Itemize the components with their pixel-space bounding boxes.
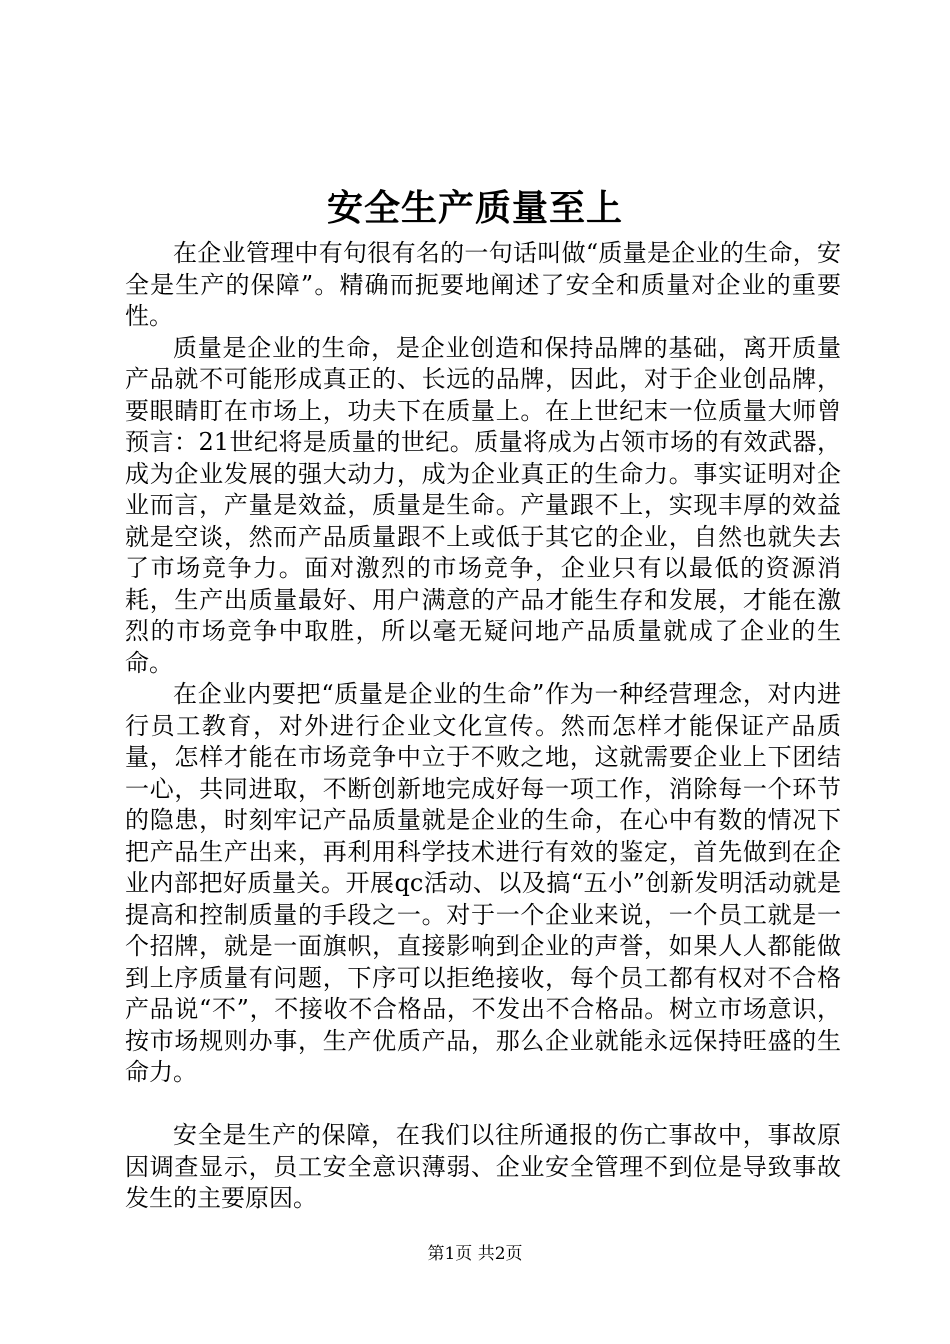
document-title: 安全生产质量至上	[326, 187, 623, 229]
paragraph: 在企业管理中有句很有名的一句话叫做“质量是企业的生命，安全是生产的保障”。精确而扼要地阐述了安全和质量对企业的重要性。	[125, 239, 841, 330]
paragraph: 质量是企业的生命，是企业创造和保持品牌的基础，离开质量产品就不可能形成真正的、长远的品牌，因此，对于企业创品牌，要眼睛盯在市场上，功夫下在质量上。在上世纪末一位质量大师曾预言：21世纪将是质量的世纪。质量将成为占领市场的有效武器，成为企业发展的强大动力，成为企业真正的生命力。事实证明对企业而言，产量是效益，质量是生命。产量跟不上，实现丰厚的效益就是空谈，然而产品质量跟不上或低于其它的企业，自然也就失去了市场竞争力。面对激烈的市场竞争，企业只有以最低的资源消耗，生产出质量最好、用户满意的产品才能生存和发展，才能在激烈的市场竞争中取胜，所以毫无疑问地产品质量就成了企业的生命。	[125, 333, 841, 677]
paragraph: 在企业内要把“质量是企业的生命”作为一种经营理念，对内进行员工教育，对外进行企业文化宣传。然而怎样才能保证产品质量，怎样才能在市场竞争中立于不败之地，这就需要企业上下团结一心，共同进取，不断创新地完成好每一项工作，消除每一个环节的隐患，时刻牢记产品质量就是企业的生命，在心中有数的情况下把产品生产出来，再利用科学技术进行有效的鉴定，首先做到在企业内部把好质量关。开展qc活动、以及搞“五小”创新发明活动就是提高和控制质量的手段之一。对于一个企业来说，一个员工就是一个招牌，就是一面旗帜，直接影响到企业的声誉，如果人人都能做到上序质量有问题，下序可以拒绝接收，每个员工都有权对不合格产品说“不”，不接收不合格品，不发出不合格品。树立市场意识，按市场规则办事，生产优质产品，那么企业就能永远保持旺盛的生命力。	[125, 680, 841, 1086]
paragraph: 安全是生产的保障，在我们以往所通报的伤亡事故中，事故原因调查显示，员工安全意识薄弱、企业安全管理不到位是导致事故发生的主要原因。	[125, 1121, 841, 1212]
document-body	[125, 238, 841, 1215]
page-footer: 第1页 共2页	[427, 1244, 523, 1264]
